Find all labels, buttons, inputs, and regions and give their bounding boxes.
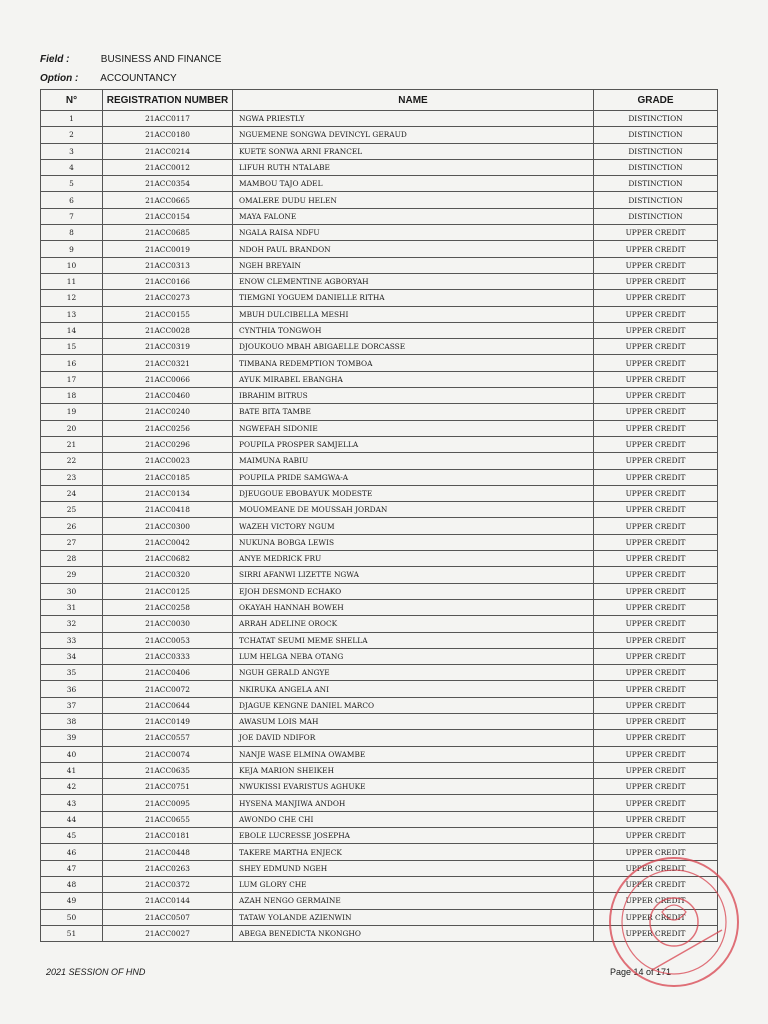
column-header-registration: REGISTRATION NUMBER: [103, 90, 233, 111]
student-name: NKIRUKA ANGELA ANI: [233, 681, 594, 697]
student-name: MOUOMEANE DE MOUSSAH JORDAN: [233, 502, 594, 518]
grade: UPPER CREDIT: [594, 876, 718, 892]
row-number: 13: [41, 306, 103, 322]
student-name: TIMBANA REDEMPTION TOMBOA: [233, 355, 594, 371]
row-number: 5: [41, 176, 103, 192]
table-row: [41, 208, 718, 224]
grade: UPPER CREDIT: [594, 371, 718, 387]
registration-number: 21ACC0095: [103, 795, 233, 811]
row-number: 42: [41, 779, 103, 795]
table-row: [41, 599, 718, 615]
table-row: [41, 355, 718, 371]
grade: UPPER CREDIT: [594, 860, 718, 876]
grade: UPPER CREDIT: [594, 502, 718, 518]
row-number: 35: [41, 665, 103, 681]
registration-number: 21ACC0644: [103, 697, 233, 713]
student-name: NANJE WASE ELMINA OWAMBE: [233, 746, 594, 762]
registration-number: 21ACC0300: [103, 518, 233, 534]
table-row: [41, 681, 718, 697]
grade: UPPER CREDIT: [594, 681, 718, 697]
student-name: TCHATAT SEUMI MEME SHELLA: [233, 632, 594, 648]
row-number: 21: [41, 436, 103, 452]
student-name: TATAW YOLANDE AZIENWIN: [233, 909, 594, 925]
registration-number: 21ACC0149: [103, 713, 233, 729]
registration-number: 21ACC0125: [103, 583, 233, 599]
registration-number: 21ACC0354: [103, 176, 233, 192]
registration-number: 21ACC0155: [103, 306, 233, 322]
student-name: LIFUH RUTH NTALABE: [233, 159, 594, 175]
row-number: 24: [41, 485, 103, 501]
grade: UPPER CREDIT: [594, 355, 718, 371]
student-name: ARRAH ADELINE OROCK: [233, 616, 594, 632]
student-name: OMALERE DUDU HELEN: [233, 192, 594, 208]
grade: UPPER CREDIT: [594, 599, 718, 615]
student-name: DJEUGOUE EBOBAYUK MODESTE: [233, 485, 594, 501]
grade: UPPER CREDIT: [594, 469, 718, 485]
table-row: [41, 583, 718, 599]
student-name: IBRAHIM BITRUS: [233, 388, 594, 404]
table-row: [41, 697, 718, 713]
student-name: NGWA PRIESTLY: [233, 111, 594, 127]
row-number: 41: [41, 762, 103, 778]
row-number: 31: [41, 599, 103, 615]
table-row: [41, 485, 718, 501]
grade: UPPER CREDIT: [594, 420, 718, 436]
registration-number: 21ACC0557: [103, 730, 233, 746]
table-row: [41, 502, 718, 518]
grade: UPPER CREDIT: [594, 844, 718, 860]
student-name: MBUH DULCIBELLA MESHI: [233, 306, 594, 322]
grade: UPPER CREDIT: [594, 648, 718, 664]
grade: UPPER CREDIT: [594, 567, 718, 583]
row-number: 48: [41, 876, 103, 892]
row-number: 20: [41, 420, 103, 436]
grade: UPPER CREDIT: [594, 713, 718, 729]
registration-number: 21ACC0320: [103, 567, 233, 583]
table-row: [41, 404, 718, 420]
table-header-row: [41, 90, 718, 111]
registration-number: 21ACC0023: [103, 453, 233, 469]
student-name: AYUK MIRABEL EBANGHA: [233, 371, 594, 387]
grade: DISTINCTION: [594, 176, 718, 192]
grade: UPPER CREDIT: [594, 225, 718, 241]
grade: UPPER CREDIT: [594, 665, 718, 681]
row-number: 33: [41, 632, 103, 648]
row-number: 36: [41, 681, 103, 697]
row-number: 40: [41, 746, 103, 762]
grade: DISTINCTION: [594, 111, 718, 127]
grade: UPPER CREDIT: [594, 762, 718, 778]
student-name: DJOUKOUO MBAH ABIGAELLE DORCASSE: [233, 339, 594, 355]
grade: UPPER CREDIT: [594, 697, 718, 713]
table-row: [41, 290, 718, 306]
row-number: 30: [41, 583, 103, 599]
row-number: 18: [41, 388, 103, 404]
table-row: [41, 257, 718, 273]
row-number: 50: [41, 909, 103, 925]
grade: UPPER CREDIT: [594, 404, 718, 420]
row-number: 9: [41, 241, 103, 257]
table-row: [41, 225, 718, 241]
student-name: ENOW CLEMENTINE AGBORYAH: [233, 273, 594, 289]
student-name: SIRRI AFANWI LIZETTE NGWA: [233, 567, 594, 583]
grade: UPPER CREDIT: [594, 485, 718, 501]
row-number: 28: [41, 551, 103, 567]
student-name: JOE DAVID NDIFOR: [233, 730, 594, 746]
table-row: [41, 567, 718, 583]
grade: UPPER CREDIT: [594, 583, 718, 599]
registration-number: 21ACC0166: [103, 273, 233, 289]
row-number: 1: [41, 111, 103, 127]
table-row: [41, 665, 718, 681]
table-row: [41, 371, 718, 387]
registration-number: 21ACC0273: [103, 290, 233, 306]
registration-number: 21ACC0030: [103, 616, 233, 632]
registration-number: 21ACC0296: [103, 436, 233, 452]
grade: UPPER CREDIT: [594, 811, 718, 827]
grade: UPPER CREDIT: [594, 746, 718, 762]
registration-number: 21ACC0635: [103, 762, 233, 778]
table-row: [41, 111, 718, 127]
grade: UPPER CREDIT: [594, 518, 718, 534]
table-row: [41, 762, 718, 778]
row-number: 27: [41, 534, 103, 550]
student-name: CYNTHIA TONGWOH: [233, 322, 594, 338]
row-number: 44: [41, 811, 103, 827]
row-number: 23: [41, 469, 103, 485]
registration-number: 21ACC0256: [103, 420, 233, 436]
registration-number: 21ACC0751: [103, 779, 233, 795]
registration-number: 21ACC0180: [103, 127, 233, 143]
row-number: 8: [41, 225, 103, 241]
row-number: 49: [41, 893, 103, 909]
student-name: HYSENA MANJIWA ANDOH: [233, 795, 594, 811]
column-header-number: N°: [41, 90, 103, 111]
option-value: ACCOUNTANCY: [100, 73, 177, 84]
registration-number: 21ACC0406: [103, 665, 233, 681]
student-name: NUKUNA BOBGA LEWIS: [233, 534, 594, 550]
registration-number: 21ACC0214: [103, 143, 233, 159]
row-number: 32: [41, 616, 103, 632]
student-name: DJAGUE KENGNE DANIEL MARCO: [233, 697, 594, 713]
field-label: Field :: [40, 54, 70, 65]
student-name: AZAH NENGO GERMAINE: [233, 893, 594, 909]
row-number: 29: [41, 567, 103, 583]
table-row: [41, 388, 718, 404]
student-name: NDOH PAUL BRANDON: [233, 241, 594, 257]
registration-number: 21ACC0181: [103, 828, 233, 844]
table-row: [41, 322, 718, 338]
student-name: KUETE SONWA ARNI FRANCEL: [233, 143, 594, 159]
registration-number: 21ACC0019: [103, 241, 233, 257]
table-row: [41, 306, 718, 322]
student-name: TAKERE MARTHA ENJECK: [233, 844, 594, 860]
table-row: [41, 127, 718, 143]
grade: UPPER CREDIT: [594, 290, 718, 306]
registration-number: 21ACC0460: [103, 388, 233, 404]
grade: UPPER CREDIT: [594, 436, 718, 452]
grade: DISTINCTION: [594, 127, 718, 143]
field-line: [40, 54, 221, 65]
student-name: MAYA FALONE: [233, 208, 594, 224]
table-row: [41, 616, 718, 632]
student-name: LUM GLORY CHE: [233, 876, 594, 892]
registration-number: 21ACC0042: [103, 534, 233, 550]
table-row: [41, 828, 718, 844]
student-name: MAMBOU TAJO ADEL: [233, 176, 594, 192]
registration-number: 21ACC0053: [103, 632, 233, 648]
registration-number: 21ACC0313: [103, 257, 233, 273]
student-name: WAZEH VICTORY NGUM: [233, 518, 594, 534]
row-number: 12: [41, 290, 103, 306]
student-name: MAIMUNA RABIU: [233, 453, 594, 469]
table-row: [41, 746, 718, 762]
student-name: POUPILA PROSPER SAMJELLA: [233, 436, 594, 452]
registration-number: 21ACC0134: [103, 485, 233, 501]
grade: UPPER CREDIT: [594, 909, 718, 925]
registration-number: 21ACC0072: [103, 681, 233, 697]
grade: UPPER CREDIT: [594, 551, 718, 567]
grade: UPPER CREDIT: [594, 616, 718, 632]
row-number: 34: [41, 648, 103, 664]
table-row: [41, 273, 718, 289]
student-name: NWUKISSI EVARISTUS AGHUKE: [233, 779, 594, 795]
table-row: [41, 192, 718, 208]
row-number: 4: [41, 159, 103, 175]
row-number: 47: [41, 860, 103, 876]
option-label: Option :: [40, 73, 79, 84]
row-number: 51: [41, 925, 103, 941]
row-number: 6: [41, 192, 103, 208]
table-row: [41, 159, 718, 175]
table-row: [41, 339, 718, 355]
table-row: [41, 811, 718, 827]
row-number: 11: [41, 273, 103, 289]
row-number: 26: [41, 518, 103, 534]
table-row: [41, 176, 718, 192]
results-table: [40, 89, 718, 942]
student-name: ABEGA BENEDICTA NKONGHO: [233, 925, 594, 941]
row-number: 46: [41, 844, 103, 860]
grade: UPPER CREDIT: [594, 795, 718, 811]
student-name: ANYE MEDRICK FRU: [233, 551, 594, 567]
student-name: BATE BITA TAMBE: [233, 404, 594, 420]
grade: DISTINCTION: [594, 208, 718, 224]
table-row: [41, 632, 718, 648]
registration-number: 21ACC0263: [103, 860, 233, 876]
table-row: [41, 779, 718, 795]
row-number: 14: [41, 322, 103, 338]
column-header-name: NAME: [233, 90, 594, 111]
row-number: 10: [41, 257, 103, 273]
grade: UPPER CREDIT: [594, 534, 718, 550]
student-name: NGUEMENE SONGWA DEVINCYL GERAUD: [233, 127, 594, 143]
row-number: 19: [41, 404, 103, 420]
registration-number: 21ACC0372: [103, 876, 233, 892]
registration-number: 21ACC0012: [103, 159, 233, 175]
table-row: [41, 420, 718, 436]
table-row: [41, 241, 718, 257]
registration-number: 21ACC0333: [103, 648, 233, 664]
row-number: 39: [41, 730, 103, 746]
table-row: [41, 551, 718, 567]
table-row: [41, 534, 718, 550]
page-number: Page 14 of 171: [610, 967, 672, 977]
registration-number: 21ACC0682: [103, 551, 233, 567]
table-row: [41, 518, 718, 534]
registration-number: 21ACC0321: [103, 355, 233, 371]
grade: UPPER CREDIT: [594, 893, 718, 909]
registration-number: 21ACC0028: [103, 322, 233, 338]
table-row: [41, 648, 718, 664]
registration-number: 21ACC0240: [103, 404, 233, 420]
row-number: 43: [41, 795, 103, 811]
table-row: [41, 453, 718, 469]
row-number: 37: [41, 697, 103, 713]
student-name: EBOLE LUCRESSE JOSEPHA: [233, 828, 594, 844]
student-name: OKAYAH HANNAH BOWEH: [233, 599, 594, 615]
grade: UPPER CREDIT: [594, 306, 718, 322]
grade: UPPER CREDIT: [594, 730, 718, 746]
student-name: NGALA RAISA NDFU: [233, 225, 594, 241]
registration-number: 21ACC0418: [103, 502, 233, 518]
registration-number: 21ACC0319: [103, 339, 233, 355]
row-number: 7: [41, 208, 103, 224]
grade: UPPER CREDIT: [594, 257, 718, 273]
grade: DISTINCTION: [594, 159, 718, 175]
row-number: 38: [41, 713, 103, 729]
student-name: POUPILA PRIDE SAMGWA-A: [233, 469, 594, 485]
row-number: 22: [41, 453, 103, 469]
grade: DISTINCTION: [594, 192, 718, 208]
grade: UPPER CREDIT: [594, 779, 718, 795]
registration-number: 21ACC0066: [103, 371, 233, 387]
student-name: TIEMGNI YOGUEM DANIELLE RITHA: [233, 290, 594, 306]
grade: UPPER CREDIT: [594, 322, 718, 338]
table-row: [41, 713, 718, 729]
row-number: 17: [41, 371, 103, 387]
registration-number: 21ACC0027: [103, 925, 233, 941]
registration-number: 21ACC0655: [103, 811, 233, 827]
row-number: 25: [41, 502, 103, 518]
registration-number: 21ACC0685: [103, 225, 233, 241]
student-name: NGUH GERALD ANGYE: [233, 665, 594, 681]
row-number: 45: [41, 828, 103, 844]
registration-number: 21ACC0258: [103, 599, 233, 615]
session-label: 2021 SESSION OF HND: [46, 967, 146, 977]
grade: UPPER CREDIT: [594, 828, 718, 844]
grade: DISTINCTION: [594, 143, 718, 159]
table-row: [41, 436, 718, 452]
student-name: AWONDO CHE CHI: [233, 811, 594, 827]
registration-number: 21ACC0185: [103, 469, 233, 485]
grade: UPPER CREDIT: [594, 388, 718, 404]
student-name: AWASUM LOIS MAH: [233, 713, 594, 729]
student-name: NGEH BREYAIN: [233, 257, 594, 273]
student-name: KEJA MARION SHEIKEH: [233, 762, 594, 778]
registration-number: 21ACC0074: [103, 746, 233, 762]
option-line: [40, 73, 177, 84]
student-name: LUM HELGA NEBA OTANG: [233, 648, 594, 664]
registration-number: 21ACC0144: [103, 893, 233, 909]
registration-number: 21ACC0448: [103, 844, 233, 860]
row-number: 2: [41, 127, 103, 143]
registration-number: 21ACC0117: [103, 111, 233, 127]
grade: UPPER CREDIT: [594, 632, 718, 648]
registration-number: 21ACC0154: [103, 208, 233, 224]
row-number: 15: [41, 339, 103, 355]
student-name: NGWEFAH SIDONIE: [233, 420, 594, 436]
grade: UPPER CREDIT: [594, 339, 718, 355]
table-row: [41, 795, 718, 811]
table-row: [41, 730, 718, 746]
row-number: 16: [41, 355, 103, 371]
student-name: SHEY EDMUND NGEH: [233, 860, 594, 876]
official-seal-stamp: [592, 850, 752, 998]
row-number: 3: [41, 143, 103, 159]
grade: UPPER CREDIT: [594, 273, 718, 289]
table-row: [41, 143, 718, 159]
field-value: BUSINESS AND FINANCE: [100, 54, 222, 65]
table-row: [41, 469, 718, 485]
grade: UPPER CREDIT: [594, 241, 718, 257]
grade: UPPER CREDIT: [594, 925, 718, 941]
grade: UPPER CREDIT: [594, 453, 718, 469]
column-header-grade: GRADE: [594, 90, 718, 111]
registration-number: 21ACC0665: [103, 192, 233, 208]
student-name: EJOH DESMOND ECHAKO: [233, 583, 594, 599]
registration-number: 21ACC0507: [103, 909, 233, 925]
